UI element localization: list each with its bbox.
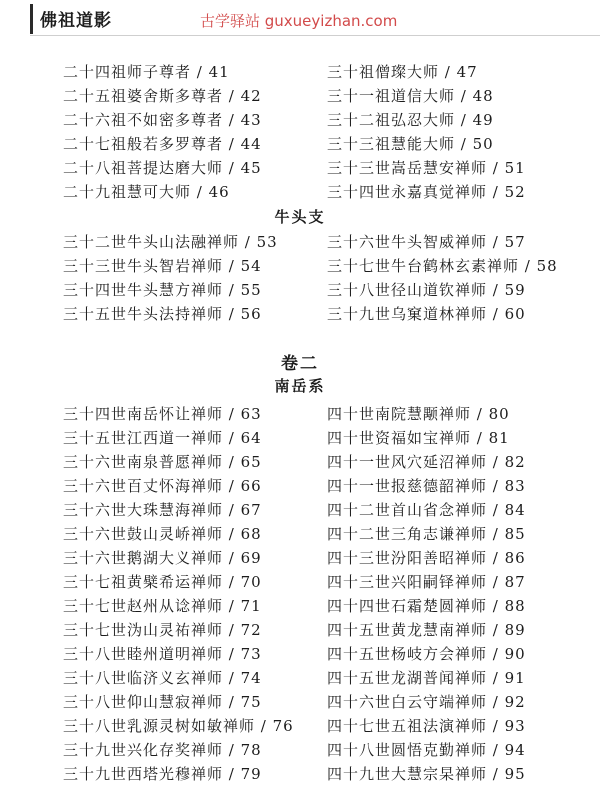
toc-entry: 三十七世牛台鹤林玄素禅师 / 58 — [327, 257, 558, 275]
toc-column-left-1 — [63, 60, 262, 204]
toc-entry: 三十八世临济义玄禅师 / 74 — [63, 669, 262, 687]
toc-entry: 三十六世南泉普愿禅师 / 65 — [63, 453, 262, 471]
toc-entry: 四十五世龙湖普闻禅师 / 91 — [327, 669, 526, 687]
toc-entry: 三十八世睦州道明禅师 / 73 — [63, 645, 262, 663]
volume-title: 卷二 — [281, 354, 319, 374]
header-divider — [30, 35, 600, 36]
toc-entry: 三十四世永嘉真觉禅师 / 52 — [327, 183, 526, 201]
toc-entry: 四十六世白云守端禅师 / 92 — [327, 693, 526, 711]
toc-column-left-2 — [63, 230, 278, 326]
toc-entry: 二十七祖般若多罗尊者 / 44 — [63, 135, 262, 153]
toc-entry: 四十世资福如宝禅师 / 81 — [327, 429, 510, 447]
toc-entry: 三十五世江西道一禅师 / 64 — [63, 429, 262, 447]
toc-entry: 二十五祖婆舍斯多尊者 / 42 — [63, 87, 262, 105]
toc-entry: 三十六世大珠慧海禅师 / 67 — [63, 501, 262, 519]
toc-entry: 三十三祖慧能大师 / 50 — [327, 135, 494, 153]
toc-entry: 三十一祖道信大师 / 48 — [327, 87, 494, 105]
toc-entry: 四十一世报慈德韶禅师 / 83 — [327, 477, 526, 495]
toc-entry: 三十三世嵩岳慧安禅师 / 51 — [327, 159, 526, 177]
watermark: 古学驿站 guxueyizhan.com — [200, 12, 398, 30]
toc-entry: 三十九世兴化存奖禅师 / 78 — [63, 741, 262, 759]
toc-column-right-2 — [327, 230, 558, 326]
header-accent-bar — [30, 4, 33, 34]
toc-entry: 四十三世兴阳嗣铎禅师 / 87 — [327, 573, 526, 591]
toc-entry: 四十一世风穴延沼禅师 / 82 — [327, 453, 526, 471]
toc-entry: 四十三世汾阳善昭禅师 / 86 — [327, 549, 526, 567]
toc-entry: 四十八世圆悟克勤禅师 / 94 — [327, 741, 526, 759]
toc-entry: 三十七世赵州从谂禅师 / 71 — [63, 597, 262, 615]
toc-entry: 三十四世南岳怀让禅师 / 63 — [63, 405, 262, 423]
toc-entry: 三十三世牛头智岩禅师 / 54 — [63, 257, 262, 275]
toc-entry: 四十五世杨岐方会禅师 / 90 — [327, 645, 526, 663]
toc-entry: 四十世南院慧颙禅师 / 80 — [327, 405, 510, 423]
toc-entry: 二十九祖慧可大师 / 46 — [63, 183, 230, 201]
section-title-nanyue: 南岳系 — [274, 377, 326, 395]
toc-entry: 四十二世三角志谦禅师 / 85 — [327, 525, 526, 543]
toc-entry: 二十四祖师子尊者 / 41 — [63, 63, 230, 81]
toc-entry: 三十二世牛头山法融禅师 / 53 — [63, 233, 278, 251]
toc-entry: 三十六世鹅湖大义禅师 / 69 — [63, 549, 262, 567]
toc-entry: 二十八祖菩提达磨大师 / 45 — [63, 159, 262, 177]
toc-entry: 二十六祖不如密多尊者 / 43 — [63, 111, 262, 129]
toc-entry: 四十四世石霜楚圆禅师 / 88 — [327, 597, 526, 615]
toc-column-right-1 — [327, 60, 526, 204]
toc-entry: 三十六世百丈怀海禅师 / 66 — [63, 477, 262, 495]
toc-column-right-3 — [327, 402, 526, 786]
toc-entry: 四十二世首山省念禅师 / 84 — [327, 501, 526, 519]
toc-column-left-3 — [63, 402, 294, 786]
section-title-niutou: 牛头支 — [274, 208, 326, 226]
toc-entry: 四十五世黄龙慧南禅师 / 89 — [327, 621, 526, 639]
toc-entry: 三十七祖黄檗希运禅师 / 70 — [63, 573, 262, 591]
toc-entry: 三十八世径山道钦禅师 / 59 — [327, 281, 526, 299]
toc-entry: 三十七世沩山灵祐禅师 / 72 — [63, 621, 262, 639]
toc-entry: 三十祖僧璨大师 / 47 — [327, 63, 478, 81]
toc-entry: 三十八世乳源灵树如敏禅师 / 76 — [63, 717, 294, 735]
book-title: 佛祖道影 — [40, 11, 112, 31]
toc-entry: 三十二祖弘忍大师 / 49 — [327, 111, 494, 129]
toc-entry: 三十六世鼓山灵峤禅师 / 68 — [63, 525, 262, 543]
toc-entry: 三十四世牛头慧方禅师 / 55 — [63, 281, 262, 299]
toc-entry: 三十八世仰山慧寂禅师 / 75 — [63, 693, 262, 711]
toc-entry: 四十七世五祖法演禅师 / 93 — [327, 717, 526, 735]
toc-entry: 三十九世乌窠道林禅师 / 60 — [327, 305, 526, 323]
toc-entry: 三十六世牛头智威禅师 / 57 — [327, 233, 526, 251]
toc-entry: 三十九世西塔光穆禅师 / 79 — [63, 765, 262, 783]
toc-entry: 四十九世大慧宗杲禅师 / 95 — [327, 765, 526, 783]
toc-entry: 三十五世牛头法持禅师 / 56 — [63, 305, 262, 323]
